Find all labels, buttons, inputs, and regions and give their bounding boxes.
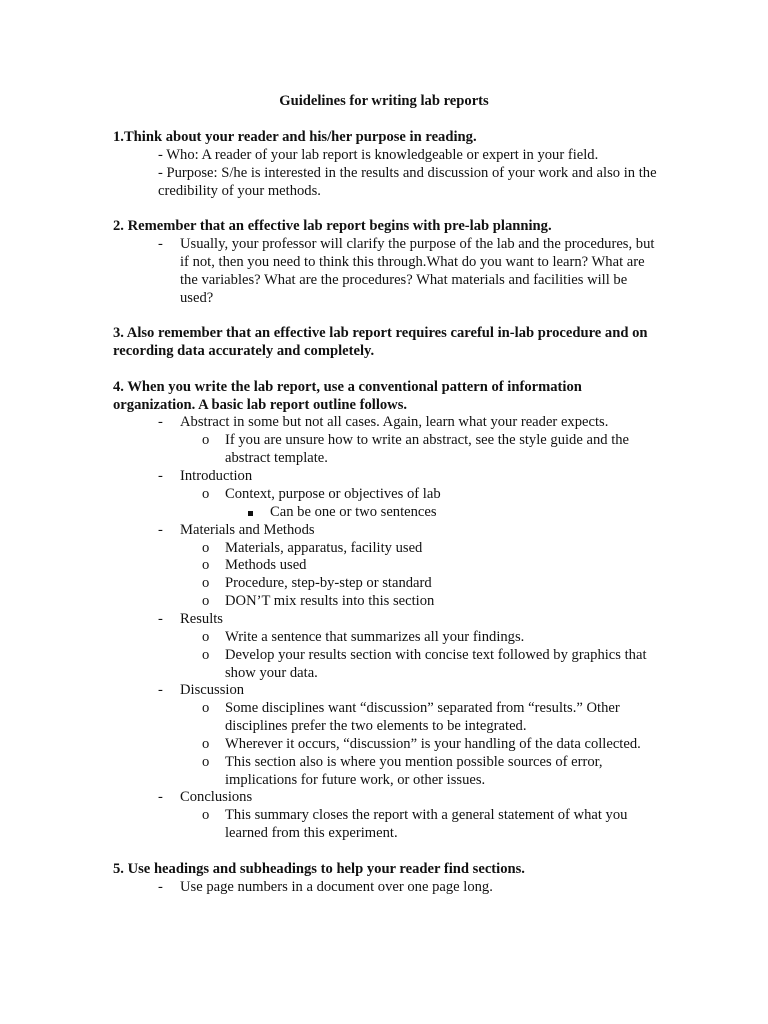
circle-marker: o	[202, 629, 210, 645]
section-4-heading: 4. When you write the lab report, use a conventional pattern of information organization. A basic lab report outline follows.	[113, 379, 582, 413]
outline-item-materials-methods-text: Materials and Methods	[180, 522, 315, 538]
outline-item-results-text: Results	[180, 611, 223, 627]
discussion-subitem-text: Some disciplines want “discussion” separated from “results.” Other disciplines prefer the two elements to be integrated.	[225, 700, 620, 734]
square-bullet-icon	[248, 511, 253, 516]
materials-methods-subitem-text: Methods used	[225, 557, 307, 573]
discussion-subitem-text: Wherever it occurs, “discussion” is your handling of the data collected.	[225, 736, 641, 752]
section-5-item-text: Use page numbers in a document over one page long.	[180, 879, 493, 895]
dash-marker: -	[158, 468, 163, 484]
dash-marker: -	[158, 682, 163, 698]
section-2-item-text: Usually, your professor will clarify the purpose of the lab and the procedures, but if not, then you need to think this through.What do you want to learn? What are the variables? What are the procedures? What materials and facilities will be used?	[180, 236, 655, 306]
circle-marker: o	[202, 593, 210, 609]
introduction-subitem-text: Context, purpose or objectives of lab	[225, 486, 441, 502]
section-3-heading: 3. Also remember that an effective lab report requires careful in-lab procedure and on recording data accurately and completely.	[113, 325, 648, 359]
materials-methods-subitem-text: Materials, apparatus, facility used	[225, 540, 423, 556]
section-1-purpose: - Purpose: S/he is interested in the results and discussion of your work and also in the credibility of your methods.	[158, 165, 657, 199]
circle-marker: o	[202, 647, 210, 663]
materials-methods-subitem-text: DON’T mix results into this section	[225, 593, 435, 609]
results-subitem-text: Write a sentence that summarizes all your findings.	[225, 629, 525, 645]
dash-marker: -	[158, 414, 163, 430]
circle-marker: o	[202, 575, 210, 591]
results-subitem-text: Develop your results section with concise text followed by graphics that show your data.	[225, 647, 647, 681]
circle-marker: o	[202, 432, 210, 448]
dash-marker: -	[158, 522, 163, 538]
document-title: Guidelines for writing lab reports	[279, 93, 489, 109]
outline-item-conclusions-text: Conclusions	[180, 789, 253, 805]
section-1-heading: 1.Think about your reader and his/her purpose in reading.	[113, 129, 477, 145]
dash-marker: -	[158, 789, 163, 805]
circle-marker: o	[202, 486, 210, 502]
circle-marker: o	[202, 540, 210, 556]
section-5-heading: 5. Use headings and subheadings to help your reader find sections.	[113, 861, 525, 877]
outline-item-discussion-text: Discussion	[180, 682, 245, 698]
discussion-subitem-text: This section also is where you mention possible sources of error, implications for future work, or other issues.	[225, 754, 603, 788]
introduction-subsubitem-text: Can be one or two sentences	[270, 504, 437, 520]
dash-marker: -	[158, 879, 163, 895]
materials-methods-subitem-text: Procedure, step-by-step or standard	[225, 575, 432, 591]
dash-marker: -	[158, 611, 163, 627]
section-1-who: - Who: A reader of your lab report is knowledgeable or expert in your field.	[158, 147, 599, 163]
abstract-subitem-text: If you are unsure how to write an abstract, see the style guide and the abstract template.	[225, 432, 630, 466]
circle-marker: o	[202, 736, 210, 752]
dash-marker: -	[158, 236, 163, 252]
outline-item-abstract-text: Abstract in some but not all cases. Again, learn what your reader expects.	[180, 414, 609, 430]
circle-marker: o	[202, 754, 210, 770]
circle-marker: o	[202, 807, 210, 823]
circle-marker: o	[202, 700, 210, 716]
outline-item-introduction-text: Introduction	[180, 468, 253, 484]
circle-marker: o	[202, 557, 210, 573]
conclusions-subitem-text: This summary closes the report with a general statement of what you learned from this experiment.	[225, 807, 628, 841]
section-2-heading: 2. Remember that an effective lab report begins with pre-lab planning.	[113, 218, 552, 234]
